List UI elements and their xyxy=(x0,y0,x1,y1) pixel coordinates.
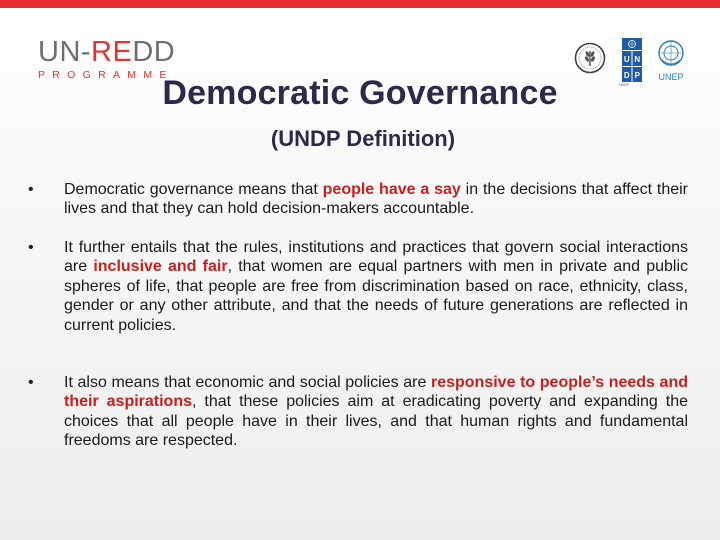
bullet-text-segment: , that these policies aim at eradicating poverty and expanding the choices that all people have in their lives, and that human rights and fundamental freedoms are respected. xyxy=(64,393,689,450)
bullet-text-segment: It also means that economic and social policies are xyxy=(64,374,431,391)
bullet-text-segment: in the decisions that affect their lives and that they can hold decision-makers accountable. xyxy=(64,181,688,218)
highlighted-phrase: responsive to people’s needs and their aspirations xyxy=(64,374,688,411)
svg-text:N: N xyxy=(634,55,641,64)
slide-subtitle: (UNDP Definition) xyxy=(270,126,456,151)
logo-subtitle: PROGRAMME xyxy=(38,69,174,81)
svg-text:P: P xyxy=(634,71,640,80)
bullet-text-segment: It further entails that the rules, institutions and practices that govern social interactions are xyxy=(64,239,688,276)
bullet-text xyxy=(64,238,688,335)
logo-part-dd: DD xyxy=(132,36,176,68)
bullet-text xyxy=(64,180,688,219)
bullet-marker: • xyxy=(28,374,34,391)
svg-text:U: U xyxy=(623,55,630,64)
svg-text:D: D xyxy=(623,71,630,80)
fao-wheat-icon xyxy=(574,42,606,74)
highlighted-phrase: people have a say xyxy=(322,181,461,198)
highlighted-phrase: inclusive and fair xyxy=(93,258,228,276)
top-accent-bar xyxy=(0,0,720,8)
bullet-text-segment: Democratic governance means that xyxy=(64,181,323,198)
logo-wordmark xyxy=(38,38,175,67)
bullet-marker: • xyxy=(28,181,34,198)
logo-part-un: UN- xyxy=(38,36,92,68)
bullet-text-segment: , that women are equal partners with men in private and public spheres of life, that people are free from discrimination based on race, ethnicity, class, gender or any other attribute, and that the needs of future generations are reflected in current policies. xyxy=(64,258,688,334)
unep-caption: UNEP xyxy=(658,72,684,82)
bullet-text xyxy=(64,373,688,451)
undp-caption: UNDP xyxy=(619,83,629,87)
bullet-marker: • xyxy=(28,239,34,256)
logo-part-re: RE xyxy=(91,36,133,68)
slide-title: Democratic Governance xyxy=(162,74,558,112)
